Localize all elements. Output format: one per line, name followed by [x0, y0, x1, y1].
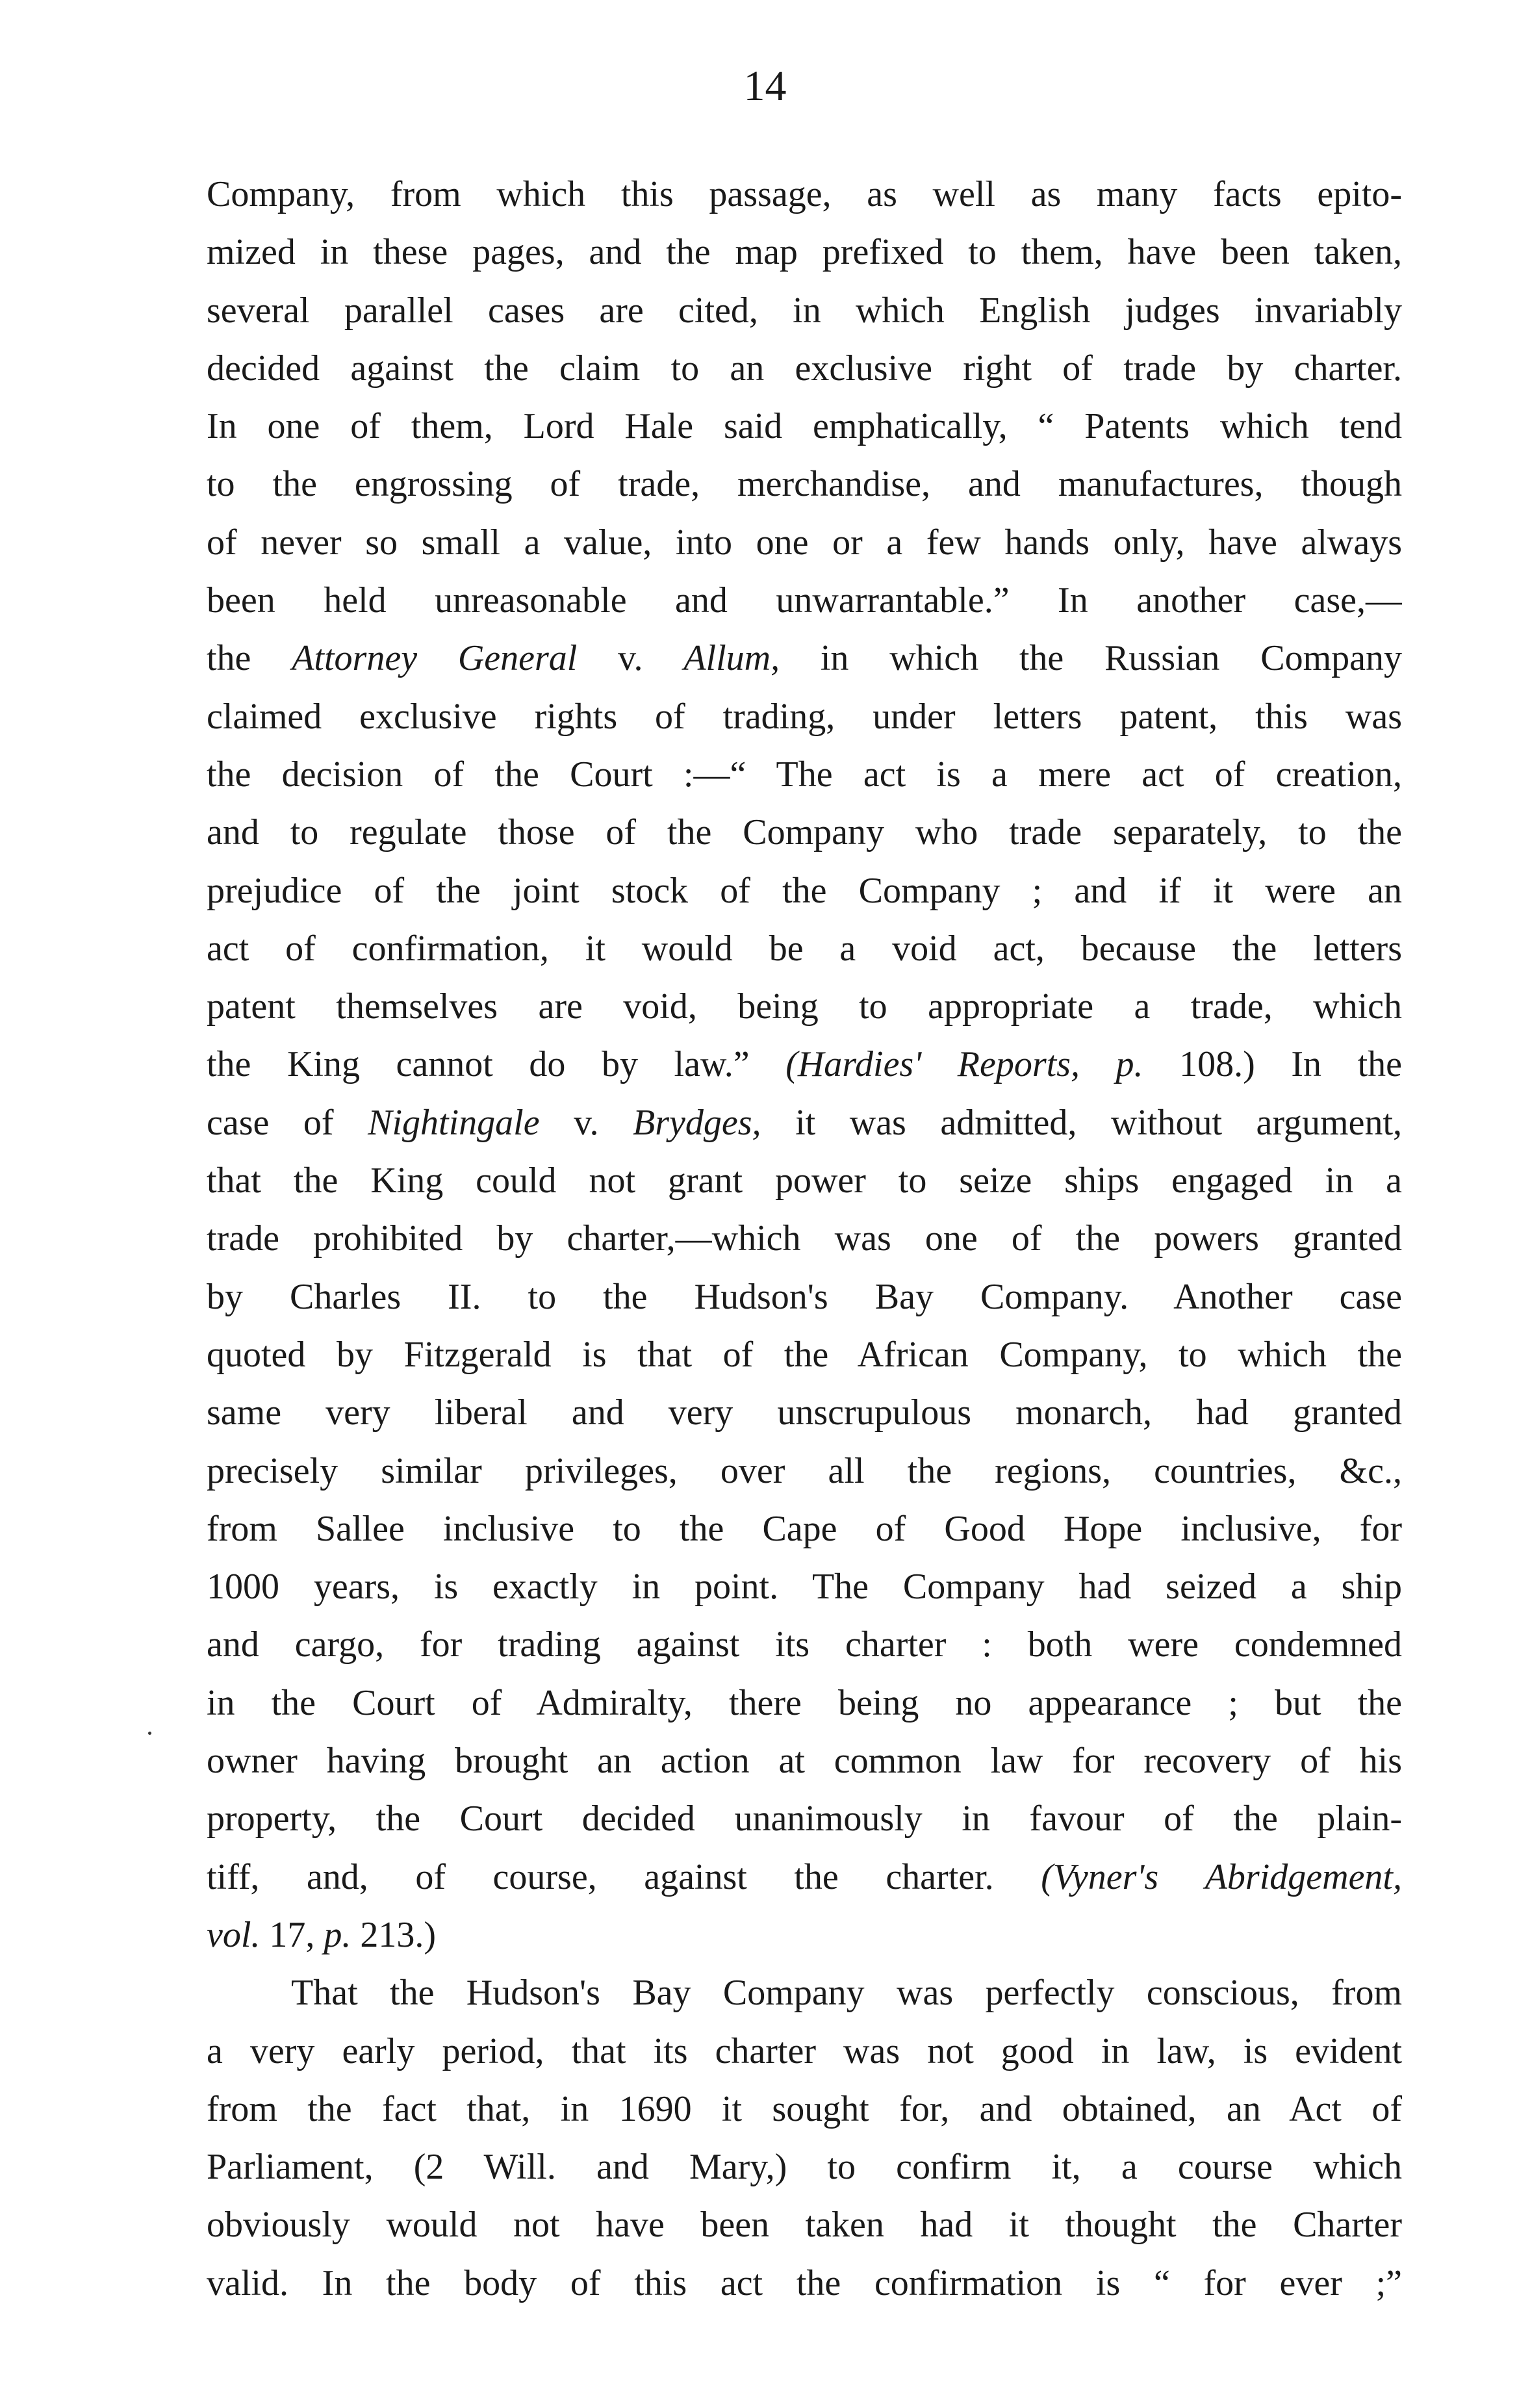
page-number: 14	[743, 62, 787, 110]
text-line: by Charles II. to the Hudson's Bay Company. Another case	[207, 1276, 1402, 1317]
text-line: from Sallee inclusive to the Cape of Good Hope inclusive, for	[207, 1508, 1402, 1549]
text-line: same very liberal and very unscrupulous monarch, had granted	[207, 1392, 1402, 1433]
text-line: vol. 17, p. 213.)	[207, 1914, 437, 1955]
text-line: claimed exclusive rights of trading, under letters patent, this was	[207, 696, 1402, 737]
text-line: Company, from which this passage, as well as many facts epito-	[207, 174, 1402, 214]
text-line: prejudice of the joint stock of the Company ; and if it were an	[207, 870, 1402, 911]
text-line: Parliament, (2 Will. and Mary,) to confirm it, a course which	[207, 2147, 1402, 2188]
text-line: a very early period, that its charter was not good in law, is evident	[207, 2030, 1402, 2071]
text-line: That the Hudson's Bay Company was perfectly conscious, from	[291, 1973, 1402, 2014]
text-line: act of confirmation, it would be a void act, because the letters	[207, 928, 1402, 969]
text-line: several parallel cases are cited, in which English judges invariably	[207, 290, 1402, 331]
text-line: decided against the claim to an exclusive right of trade by charter.	[207, 348, 1402, 389]
text-line: quoted by Fitzgerald is that of the African Company, to which the	[207, 1334, 1402, 1375]
text-line: the Attorney General v. Allum, in which the Russian Company	[207, 638, 1402, 679]
text-line: tiff, and, of course, against the charter. (Vyner's Abridgement,	[207, 1856, 1402, 1897]
text-line: property, the Court decided unanimously in favour of the plain-	[207, 1799, 1402, 1839]
text-line: from the fact that, in 1690 it sought for, and obtained, an Act of	[207, 2088, 1402, 2129]
text-line: of never so small a value, into one or a few hands only, have always	[207, 522, 1402, 563]
text-line: In one of them, Lord Hale said emphatically, “ Patents which tend	[207, 406, 1402, 447]
text-line: in the Court of Admiralty, there being no appearance ; but the	[207, 1682, 1402, 1723]
text-line: precisely similar privileges, over all the regions, countries, &c.,	[207, 1450, 1402, 1491]
text-line: 1000 years, is exactly in point. The Company had seized a ship	[207, 1567, 1402, 1607]
text-line: the King cannot do by law.” (Hardies' Reports, p. 108.) In the	[207, 1044, 1402, 1085]
text-line: been held unreasonable and unwarrantable.” In another case,—	[207, 580, 1402, 621]
text-line: to the engrossing of trade, merchandise, and manufactures, though	[207, 464, 1402, 505]
text-line: mized in these pages, and the map prefixed to them, have been taken,	[207, 232, 1402, 273]
body-text	[207, 166, 1402, 2312]
text-line: obviously would not have been taken had it thought the Charter	[207, 2205, 1402, 2246]
text-line: and cargo, for trading against its charter : both were condemned	[207, 1624, 1402, 1665]
text-line: owner having brought an action at common law for recovery of his	[207, 1741, 1402, 1782]
margin-mark	[148, 1732, 151, 1735]
text-line: valid. In the body of this act the confirmation is “ for ever ;”	[207, 2262, 1402, 2303]
text-line: case of Nightingale v. Brydges, it was admitted, without argument,	[207, 1102, 1402, 1143]
text-line: the decision of the Court :—“ The act is a mere act of creation,	[207, 754, 1402, 795]
text-line: and to regulate those of the Company who trade separately, to the	[207, 812, 1402, 853]
text-line: that the King could not grant power to seize ships engaged in a	[207, 1160, 1402, 1201]
text-line: patent themselves are void, being to appropriate a trade, which	[207, 986, 1402, 1027]
text-line: trade prohibited by charter,—which was one of the powers granted	[207, 1218, 1402, 1259]
